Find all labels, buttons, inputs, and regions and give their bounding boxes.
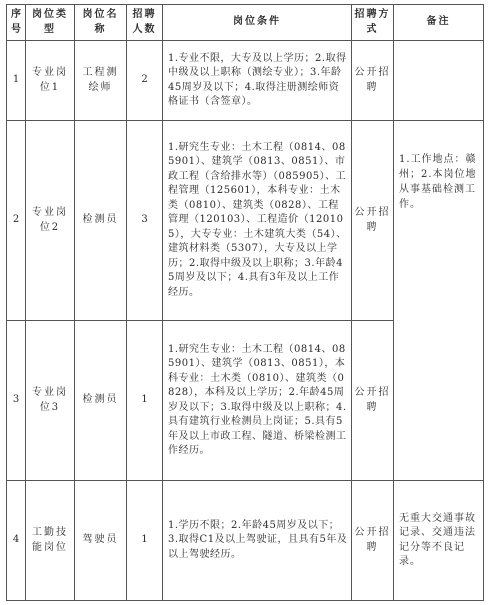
table-row bbox=[7, 41, 484, 121]
table-row bbox=[7, 121, 484, 321]
header-category: 岗位类型 bbox=[26, 5, 75, 41]
row-conditions: 1.学历不限；2.年龄45周岁及以下；3.取得C1及以上驾驶证，且具有5年及以上驾驶经历。 bbox=[163, 481, 352, 601]
row-count: 3 bbox=[127, 121, 163, 321]
row-category: 专业岗位3 bbox=[26, 321, 75, 481]
row-name: 驾驶员 bbox=[75, 481, 127, 601]
table-row bbox=[7, 481, 484, 601]
row-method: 公开招聘 bbox=[352, 41, 394, 121]
row-remarks: 无重大交通事故记录、交通违法记分等不良记录。 bbox=[394, 481, 484, 601]
table-header-row bbox=[7, 5, 484, 41]
row-method: 公开招聘 bbox=[352, 481, 394, 601]
header-method: 招聘方式 bbox=[352, 5, 394, 41]
row-name: 检测员 bbox=[75, 321, 127, 481]
row-no: 1 bbox=[7, 41, 26, 121]
header-name: 岗位名称 bbox=[75, 5, 127, 41]
row-no: 3 bbox=[7, 321, 26, 481]
row-name: 检测员 bbox=[75, 121, 127, 321]
row-count: 1 bbox=[127, 481, 163, 601]
row-remarks-empty bbox=[394, 41, 484, 121]
row-conditions: 1.研究生专业：土木工程（0814、085901）、建筑学（0813、0851），本科专业：土木类（0810）、建筑类（0828），本科及以上学历；2.年龄45周岁及以下；3.取得中级及以上职称；4.具有建筑行业检测员上岗证；5.具有5年及以上市政工程、隧道、桥梁检测工作经历。 bbox=[163, 321, 352, 481]
row-method: 公开招聘 bbox=[352, 321, 394, 481]
remarks-text: 1.工作地点：赣州；2.本岗位地从事基础检测工作。 bbox=[399, 154, 477, 210]
row-no: 2 bbox=[7, 121, 26, 321]
row-no: 4 bbox=[7, 481, 26, 601]
header-remarks: 备注 bbox=[394, 5, 484, 41]
row-category: 专业岗位2 bbox=[26, 121, 75, 321]
row-category: 工勤技能岗位 bbox=[26, 481, 75, 601]
row-name: 工程测绘师 bbox=[75, 41, 127, 121]
row-remarks-merged bbox=[394, 121, 484, 481]
row-method: 公开招聘 bbox=[352, 121, 394, 321]
row-conditions: 1.专业不限，大专及以上学历；2.取得中级及以上职称（测绘专业）；3.年龄45周岁及以下；4.取得注册测绘师资格证书（含签章）。 bbox=[163, 41, 352, 121]
header-no: 序号 bbox=[7, 5, 26, 41]
header-conditions: 岗位条件 bbox=[163, 5, 352, 41]
row-conditions: 1.研究生专业：土木工程（0814、085901）、建筑学（0813、0851）、市政工程（含给排水等）（085905）、工程管理（125601），本科专业：土木类（0810）、建筑类（0828）、工程管理（120103）、工程造价（120105），大专专业：土木建筑大类（54）、建筑材料类（5307），大专及以上学历；2.取得中级及以上职称；3.年龄45周岁及以下；4.具有3年及以上工作经历。 bbox=[163, 121, 352, 321]
header-count: 招聘人数 bbox=[127, 5, 163, 41]
row-count: 1 bbox=[127, 321, 163, 481]
recruitment-table-document bbox=[6, 4, 483, 601]
row-category: 专业岗位1 bbox=[26, 41, 75, 121]
row-count: 2 bbox=[127, 41, 163, 121]
recruitment-table bbox=[6, 4, 484, 601]
